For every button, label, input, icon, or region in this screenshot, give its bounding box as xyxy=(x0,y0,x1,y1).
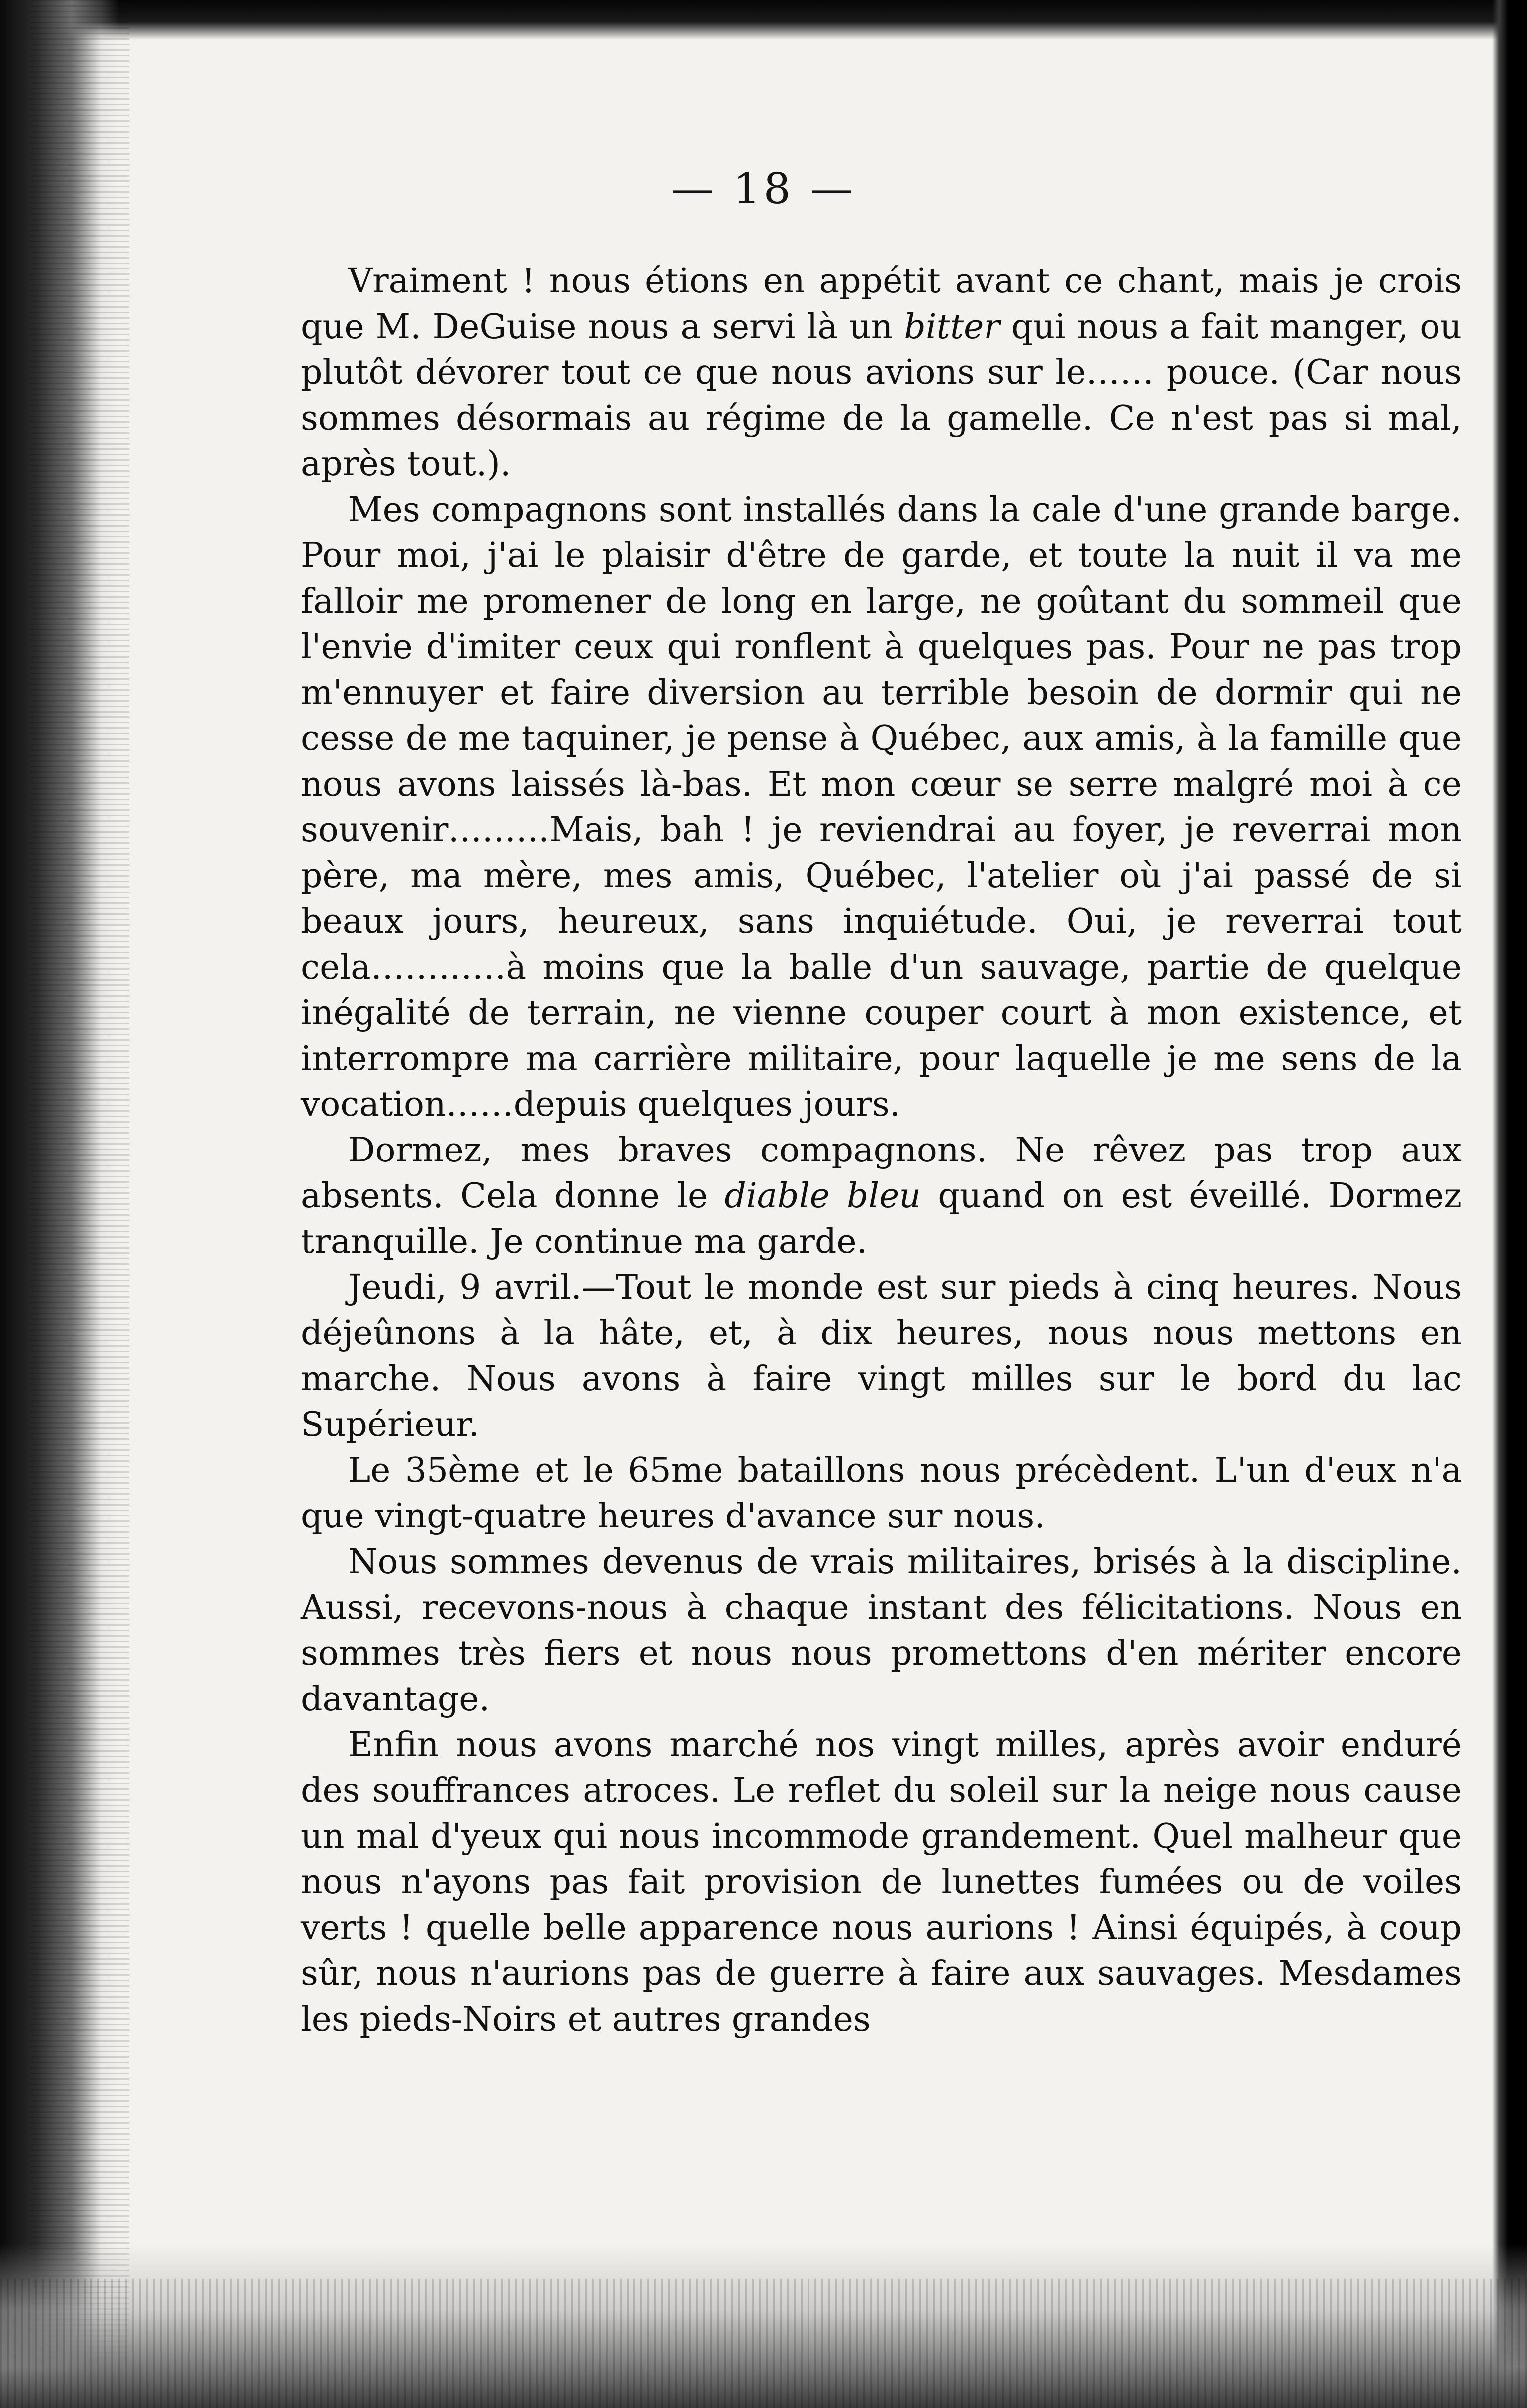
text-segment: qui nous a fait manger, ou plutôt dévorer tout ce que nous avions sur le…… pouce. (Car nous sommes désormais au régime de la gamelle. Ce n'est pas si mal, après tout.). xyxy=(301,307,1462,484)
text-segment: Dormez, mes braves compagnons. Ne rêvez pas trop aux absents. Cela donne le xyxy=(301,1131,1462,1216)
paragraph xyxy=(301,1539,1462,1722)
scan-noise-bottom xyxy=(0,2279,1527,2408)
scan-border-right xyxy=(1492,0,1527,2408)
body-text xyxy=(301,259,1462,2043)
italic-term: diable bleu xyxy=(724,1176,921,1216)
paragraph xyxy=(301,487,1462,1128)
text-segment: Nous sommes devenus de vrais militaires, brisés à la discipline. Aussi, recevons-nous à chaque instant des félicitations. Nous en sommes très fiers et nous nous promettons d'en mériter encore davantage. xyxy=(301,1542,1462,1719)
page-number: — 18 — xyxy=(671,164,856,214)
scan-noise-left xyxy=(30,0,129,2408)
paragraph xyxy=(301,1722,1462,2043)
scan-border-top xyxy=(0,0,1527,40)
text-segment: Jeudi, 9 avril.—Tout le monde est sur pieds à cinq heures. Nous déjeûnons à la hâte, et, à dix heures, nous nous mettons en marche. Nous avons à faire vingt milles sur le bord du lac Supérieur. xyxy=(301,1268,1462,1444)
paragraph xyxy=(301,1265,1462,1448)
text-segment: Enfin nous avons marché nos vingt milles, après avoir enduré des souffrances atroces. Le reflet du soleil sur la neige nous cause un mal d'yeux qui nous incommode grandement. Quel malheur que nous n'ayons pas fait provision de lunettes fumées ou de voiles verts ! quelle belle apparence nous aurions ! Ainsi équipés, à coup sûr, nous n'aurions pas de guerre à faire aux sauvages. Mesdames les pieds-Noirs et autres grandes xyxy=(301,1725,1462,2039)
text-segment: Vraiment ! nous étions en appétit avant ce chant, mais je crois que M. DeGuise nous a servi là un xyxy=(301,262,1462,347)
paragraph xyxy=(301,1448,1462,1539)
paragraph xyxy=(301,1128,1462,1265)
italic-term: bitter xyxy=(904,307,1000,347)
text-segment: Mes compagnons sont installés dans la cale d'une grande barge. Pour moi, j'ai le plaisir d'être de garde, et toute la nuit il va me falloir me promener de long en large, ne goûtant du sommeil que l'envie d'imiter ceux qui ronflent à quelques pas. Pour ne pas trop m'ennuyer et faire diversion au terrible besoin de dormir qui ne cesse de me taquiner, je pense à Québec, aux amis, à la famille que nous avons laissés là-bas. Et mon cœur se serre malgré moi à ce souvenir………Mais, bah ! je reviendrai au foyer, je reverrai mon père, ma mère, mes amis, Québec, l'atelier où j'ai passé de si beaux jours, heureux, sans inquiétude. Oui, je reverrai tout cela…………à moins que la balle d'un sauvage, partie de quelque inégalité de terrain, ne vienne couper court à mon existence, et interrompre ma carrière militaire, pour laquelle je me sens de la vocation……depuis quelques jours. xyxy=(301,490,1462,1124)
text-segment: quand on est éveillé. Dormez tranquille. Je continue ma garde. xyxy=(301,1176,1462,1261)
paragraph xyxy=(301,259,1462,487)
text-segment: Le 35ème et le 65me bataillons nous précèdent. L'un d'eux n'a que vingt-quatre heures d'avance sur nous. xyxy=(301,1451,1462,1536)
